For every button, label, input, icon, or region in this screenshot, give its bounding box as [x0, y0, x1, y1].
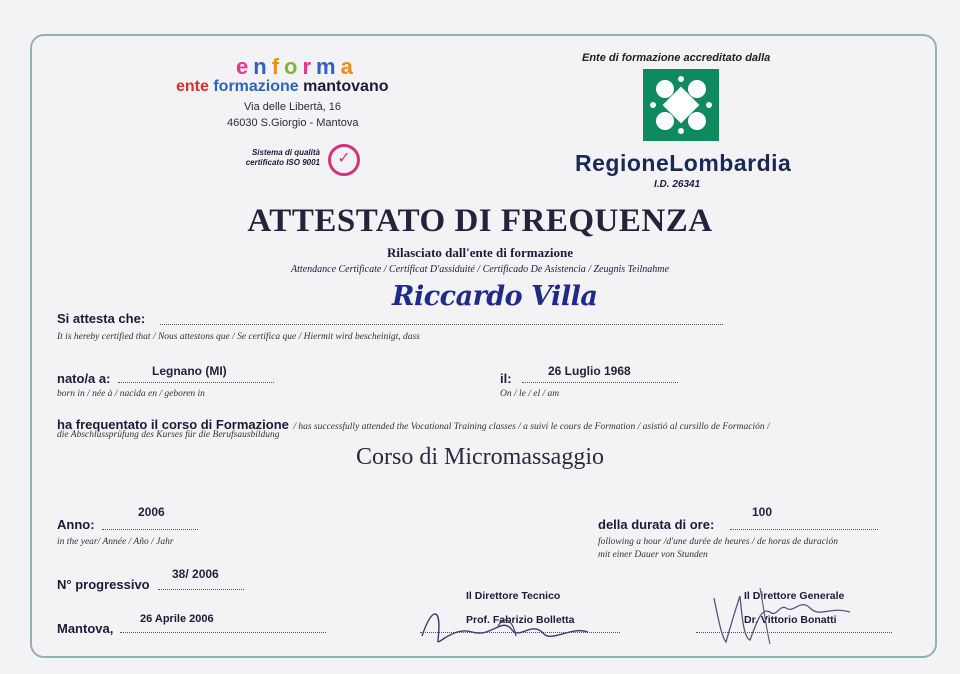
- accreditation-heading: Ente di formazione accreditato dalla: [582, 52, 771, 64]
- accreditation-id: I.D. 26341: [654, 179, 701, 190]
- region-lombardia-logo-icon: [643, 69, 719, 141]
- region-name: RegioneLombardia: [575, 150, 792, 176]
- general-director-name: Dr. Vittorio Bonatti: [744, 614, 837, 626]
- subtitle-translations: Attendance Certificate / Certificat D'assiduité / Certificado De Asistencia / Zeugnis Teilnahme: [291, 264, 669, 275]
- issuer-address-line2: 46030 S.Giorgio - Mantova: [227, 117, 359, 129]
- technical-director-title: Il Direttore Tecnico: [466, 590, 561, 602]
- certificate-title: ATTESTATO DI FREQUENZA: [247, 203, 713, 239]
- birthdate-value: 26 Luglio 1968: [548, 364, 631, 378]
- issuer-name-part: formazione: [213, 78, 304, 95]
- technical-director-name: Prof. Fabrizio Bolletta: [466, 614, 575, 626]
- brand-letter: f: [271, 54, 285, 79]
- course-name: Corso di Micromassaggio: [356, 444, 604, 470]
- issuer-name-part: ente: [176, 78, 214, 95]
- recipient-name: Riccardo Villa: [392, 281, 598, 312]
- quality-system-text: Sistema di qualità certificato ISO 9001: [245, 148, 320, 167]
- brand-letter: r: [302, 54, 317, 79]
- course-translation-2: die Abschlussprüfung des Kurses für die Berufsausbildung: [57, 430, 280, 440]
- brand-letter: n: [253, 54, 272, 79]
- duration-label: della durata di ore:: [598, 517, 715, 532]
- progressive-number-value: 38/ 2006: [172, 567, 219, 581]
- course-translation-1: / has successfully attended the Vocational Training classes / a suivi le cours de Formation / asistió al cursillo de Formación /: [293, 422, 770, 432]
- iso-certification-icon: ✓: [328, 144, 360, 176]
- attest-translation: It is hereby certified that / Nous attestons que / Se certifica que / Hiermit wird bescheinigt, dass: [57, 332, 420, 342]
- duration-value: 100: [752, 505, 773, 519]
- certificate-border: [30, 34, 937, 658]
- birthplace-value: Legnano (MI): [152, 364, 227, 378]
- issue-date-value: 26 Aprile 2006: [140, 613, 214, 625]
- year-translation: in the year/ Année / Año / Jahr: [57, 537, 174, 547]
- progressive-number-label: N° progressivo: [57, 577, 150, 592]
- general-director-signature: [700, 578, 880, 663]
- brand-letter: m: [316, 54, 341, 79]
- birthdate-label: il:: [500, 371, 512, 386]
- duration-translation-2: mit einer Dauer von Stunden: [598, 550, 708, 560]
- duration-translation-1: following a hour /d'une durée de heures / de horas de duración: [598, 537, 838, 547]
- year-label: Anno:: [57, 517, 95, 532]
- brand-letter: a: [340, 54, 358, 79]
- year-value: 2006: [138, 505, 165, 519]
- birthdate-translation: On / le / el / am: [500, 389, 560, 399]
- brand-letter: e: [236, 54, 254, 79]
- birthplace-label: nato/a a:: [57, 371, 111, 386]
- issuer-name: [176, 78, 388, 96]
- attest-label: Si attesta che:: [57, 311, 146, 326]
- course-label: ha frequentato il corso di Formazione: [57, 417, 289, 432]
- enforma-logo: [236, 54, 358, 80]
- birthplace-translation: born in / née à / nacida en / geboren in: [57, 389, 205, 399]
- place-label: Mantova,: [57, 621, 114, 636]
- issuer-address-line1: Via delle Libertà, 16: [244, 101, 342, 113]
- certificate-subtitle: Rilasciato dall'ente di formazione: [387, 245, 573, 260]
- brand-letter: o: [284, 54, 303, 79]
- technical-director-signature: [412, 596, 612, 657]
- issuer-name-part: mantovano: [303, 78, 389, 95]
- general-director-title: Il Direttore Generale: [744, 590, 845, 602]
